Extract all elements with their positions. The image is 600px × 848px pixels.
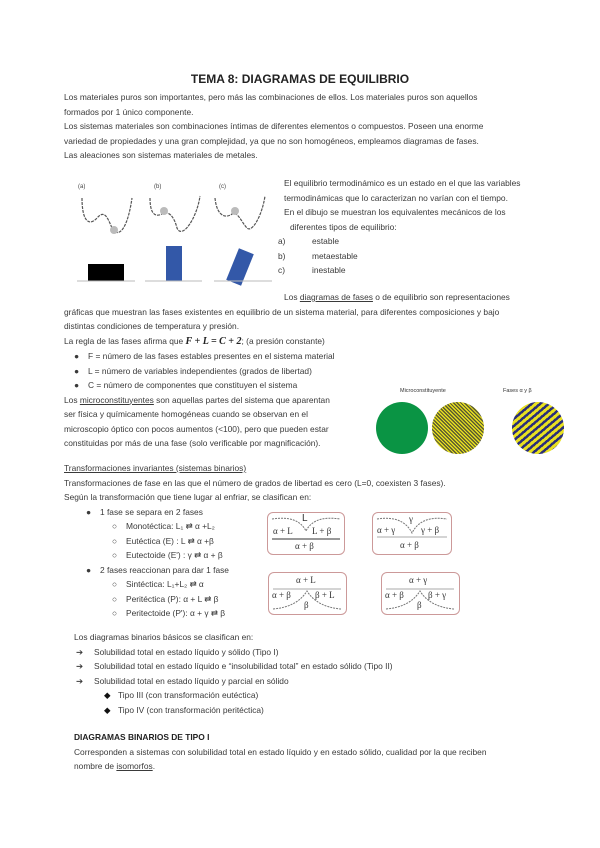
- peritectic-diagram: [268, 572, 347, 615]
- diagram-label: L: [302, 513, 308, 524]
- term-isomorfos: isomorfos: [116, 761, 153, 771]
- circle-bullet-icon: ○: [112, 535, 118, 546]
- text-line: [74, 759, 487, 774]
- list-text: 2 fases reaccionan para dar 1 fase: [100, 564, 229, 575]
- figure-label-c: (c): [219, 184, 226, 190]
- text: ; (a presión constante): [241, 335, 325, 346]
- diagram-label: α + L: [296, 575, 316, 585]
- phase-diagrams-first-line: [284, 290, 510, 305]
- list-text: Peritectoide (P'): α + γ ⇄ β: [126, 608, 226, 618]
- diagram-label: β: [304, 600, 309, 610]
- text-line: formados por 1 único componente.: [64, 106, 194, 117]
- list-text: Solubilidad total en estado líquido e “insolubilidad total” en estado sólido (Tipo II): [94, 661, 393, 671]
- text-line: diferentes tipos de equilibrio:: [290, 221, 397, 232]
- list-text: inestable: [312, 265, 346, 275]
- phases-figure-label: Fases α y β: [503, 388, 532, 394]
- list-text: Monotéctica: L₁ ⇄ α +L₂: [126, 521, 215, 531]
- circle-bullet-icon: ○: [112, 521, 118, 531]
- list-item: [278, 249, 521, 264]
- list-text: Tipo IV (con transformación peritéctica): [118, 704, 264, 715]
- text-line: constituidas por más de una fase (solo verificable por magnificación).: [64, 438, 321, 448]
- text-line: termodinámicas que lo caracterizan no varían con el tiempo.: [284, 192, 508, 203]
- list-text: Tipo III (con transformación eutéctica): [118, 690, 259, 700]
- equilibrium-figure: [62, 178, 274, 288]
- list-text: L = número de variables independientes (grados de libertad): [88, 365, 312, 376]
- text: o de equilibrio son representaciones: [372, 292, 510, 302]
- diagram-label: α + β: [385, 590, 404, 600]
- text-line: microscopio óptico con pocos aumentos (<100), pero que pueden estar: [64, 423, 329, 434]
- diagram-label: α + L: [273, 526, 293, 536]
- diagram-label: α + γ: [409, 575, 428, 585]
- micro-first-line: [64, 393, 499, 408]
- text-line: variedad de propiedades y una gran complejidad, ya que no son homogéneos, empleamos diagramas de fases.: [64, 135, 479, 146]
- text: La regla de las fases afirma que: [64, 335, 186, 346]
- list-text: C = número de componentes que constituyen el sistema: [88, 380, 298, 390]
- text-line: Los sistemas materiales son combinaciones íntimas de diferentes elementos o compuestos. Poseen una enorme: [64, 121, 484, 131]
- fine-mixture-circle: [432, 402, 484, 454]
- term-diagramas-de-fases: diagramas de fases: [299, 292, 373, 302]
- bullet-icon: ●: [86, 506, 92, 517]
- text-line: Transformaciones de fase en las que el número de grados de libertad es cero (L=0, coexisten 3 fases).: [64, 477, 446, 488]
- list-marker: a): [278, 236, 286, 246]
- list-text: Sintéctica: L₁+L₂ ⇄ α: [126, 579, 204, 589]
- diagram-label: β + γ: [428, 590, 447, 600]
- arrow-right-icon: ➔: [76, 646, 84, 657]
- text-line: El equilibrio termodinámico es un estado en el que las variables: [284, 178, 521, 188]
- arrow-right-icon: ➔: [76, 661, 84, 671]
- micro-figure-label: Microconstituyente: [400, 388, 446, 394]
- circle-bullet-icon: ○: [112, 579, 118, 589]
- diagram-label: β: [417, 600, 422, 610]
- list-text: Peritéctica (P): α + L ⇄ β: [126, 593, 219, 604]
- text-line: Los materiales puros son importantes, pero más las combinaciones de ellos. Los materiales puros son aquellos: [64, 92, 478, 102]
- equilibrium-text: [278, 176, 521, 278]
- text-line: En el dibujo se muestran los equivalentes mecánicos de los: [284, 207, 506, 217]
- text-line: Las aleaciones son sistemas materiales de metales.: [64, 150, 258, 160]
- diamond-bullet-icon: ◆: [104, 690, 111, 700]
- list-text: 1 fase se separa en 2 fases: [100, 506, 203, 517]
- diagram-label: β + L: [315, 590, 335, 600]
- text-line: Según la transformación que tiene lugar al enfriar, se clasifican en:: [64, 492, 312, 502]
- list-item: [278, 234, 521, 249]
- list-marker: b): [278, 250, 286, 261]
- text: .: [152, 761, 156, 771]
- text: Los: [284, 292, 300, 302]
- bullet-icon: ●: [74, 365, 80, 376]
- eutectoid-diagram: [372, 512, 452, 555]
- list-text: estable: [312, 236, 340, 246]
- text-line: gráficas que muestran las fases existentes en equilibrio de un sistema material, para diferentes composiciones y bajo: [64, 306, 500, 317]
- list-text: Eutéctica (E) : L ⇄ α +β: [126, 535, 214, 546]
- list-marker: c): [278, 265, 285, 275]
- list-item: [76, 645, 393, 660]
- monotectic-diagram: [267, 512, 345, 555]
- figure-label-a: (a): [78, 184, 86, 190]
- text: nombre de: [74, 761, 117, 771]
- text: Los: [64, 394, 80, 405]
- list-item: [76, 674, 393, 689]
- list-text: metaestable: [312, 250, 358, 261]
- arrow-right-icon: ➔: [76, 675, 84, 686]
- circle-bullet-icon: ○: [112, 608, 118, 618]
- diagram-label: α + γ: [377, 525, 396, 535]
- circle-bullet-icon: ○: [112, 550, 118, 560]
- striped-phases-circle: [512, 402, 564, 454]
- diagram-label: α + β: [272, 590, 291, 600]
- figure-label-b: (b): [154, 184, 162, 190]
- intro-paragraph: [64, 90, 483, 163]
- bullet-icon: ●: [74, 380, 80, 390]
- page-title: TEMA 8: DIAGRAMAS DE EQUILIBRIO: [190, 72, 410, 86]
- diagram-label: γ: [409, 514, 413, 524]
- text-line: ser física y químicamente homogéneas cuando se observan en el: [64, 409, 308, 419]
- diagram-label: L + β: [312, 526, 332, 536]
- list-text: Solubilidad total en estado líquido y sólido (Tipo I): [94, 646, 279, 657]
- section-heading: Transformaciones invariantes (sistemas binarios): [64, 463, 247, 473]
- bullet-icon: ●: [86, 564, 92, 575]
- diagram-label: α + β: [400, 540, 419, 550]
- text: son aquellas partes del sistema que aparentan: [153, 394, 330, 405]
- text-line: Corresponden a sistemas con solubilidad total en estado líquido y en estado sólido, cualidad por la que reciben: [74, 746, 487, 757]
- diagram-label: γ + β: [421, 525, 440, 535]
- binary-classification: [74, 630, 393, 717]
- diamond-bullet-icon: ◆: [104, 704, 111, 715]
- list-text: Eutectoide (E') : γ ⇄ α + β: [126, 550, 223, 560]
- green-circle: [376, 402, 428, 454]
- formula: F + L = C + 2: [185, 335, 242, 347]
- term-microconstituyentes: microconstituyentes: [79, 394, 154, 405]
- list-item: [74, 364, 499, 379]
- type1-section: [74, 730, 487, 774]
- text-line: distintas condiciones de temperatura y presión.: [64, 321, 240, 331]
- list-item: [104, 688, 393, 703]
- section-heading: DIAGRAMAS BINARIOS DE TIPO I: [74, 732, 210, 742]
- list-item: [76, 659, 393, 674]
- phase-rule: [64, 334, 499, 350]
- list-item: [74, 349, 499, 364]
- list-item: [104, 703, 393, 718]
- circle-bullet-icon: ○: [112, 593, 118, 604]
- list-item: [278, 263, 521, 278]
- list-text: Solubilidad total en estado líquido y parcial en sólido: [94, 675, 289, 686]
- text-line: Los diagramas binarios básicos se clasifican en:: [74, 632, 254, 642]
- diagram-label: α + β: [295, 541, 314, 551]
- bullet-icon: ●: [74, 351, 80, 361]
- peritectoid-diagram: [381, 572, 460, 615]
- list-text: F = número de las fases estables presentes en el sistema material: [88, 351, 335, 361]
